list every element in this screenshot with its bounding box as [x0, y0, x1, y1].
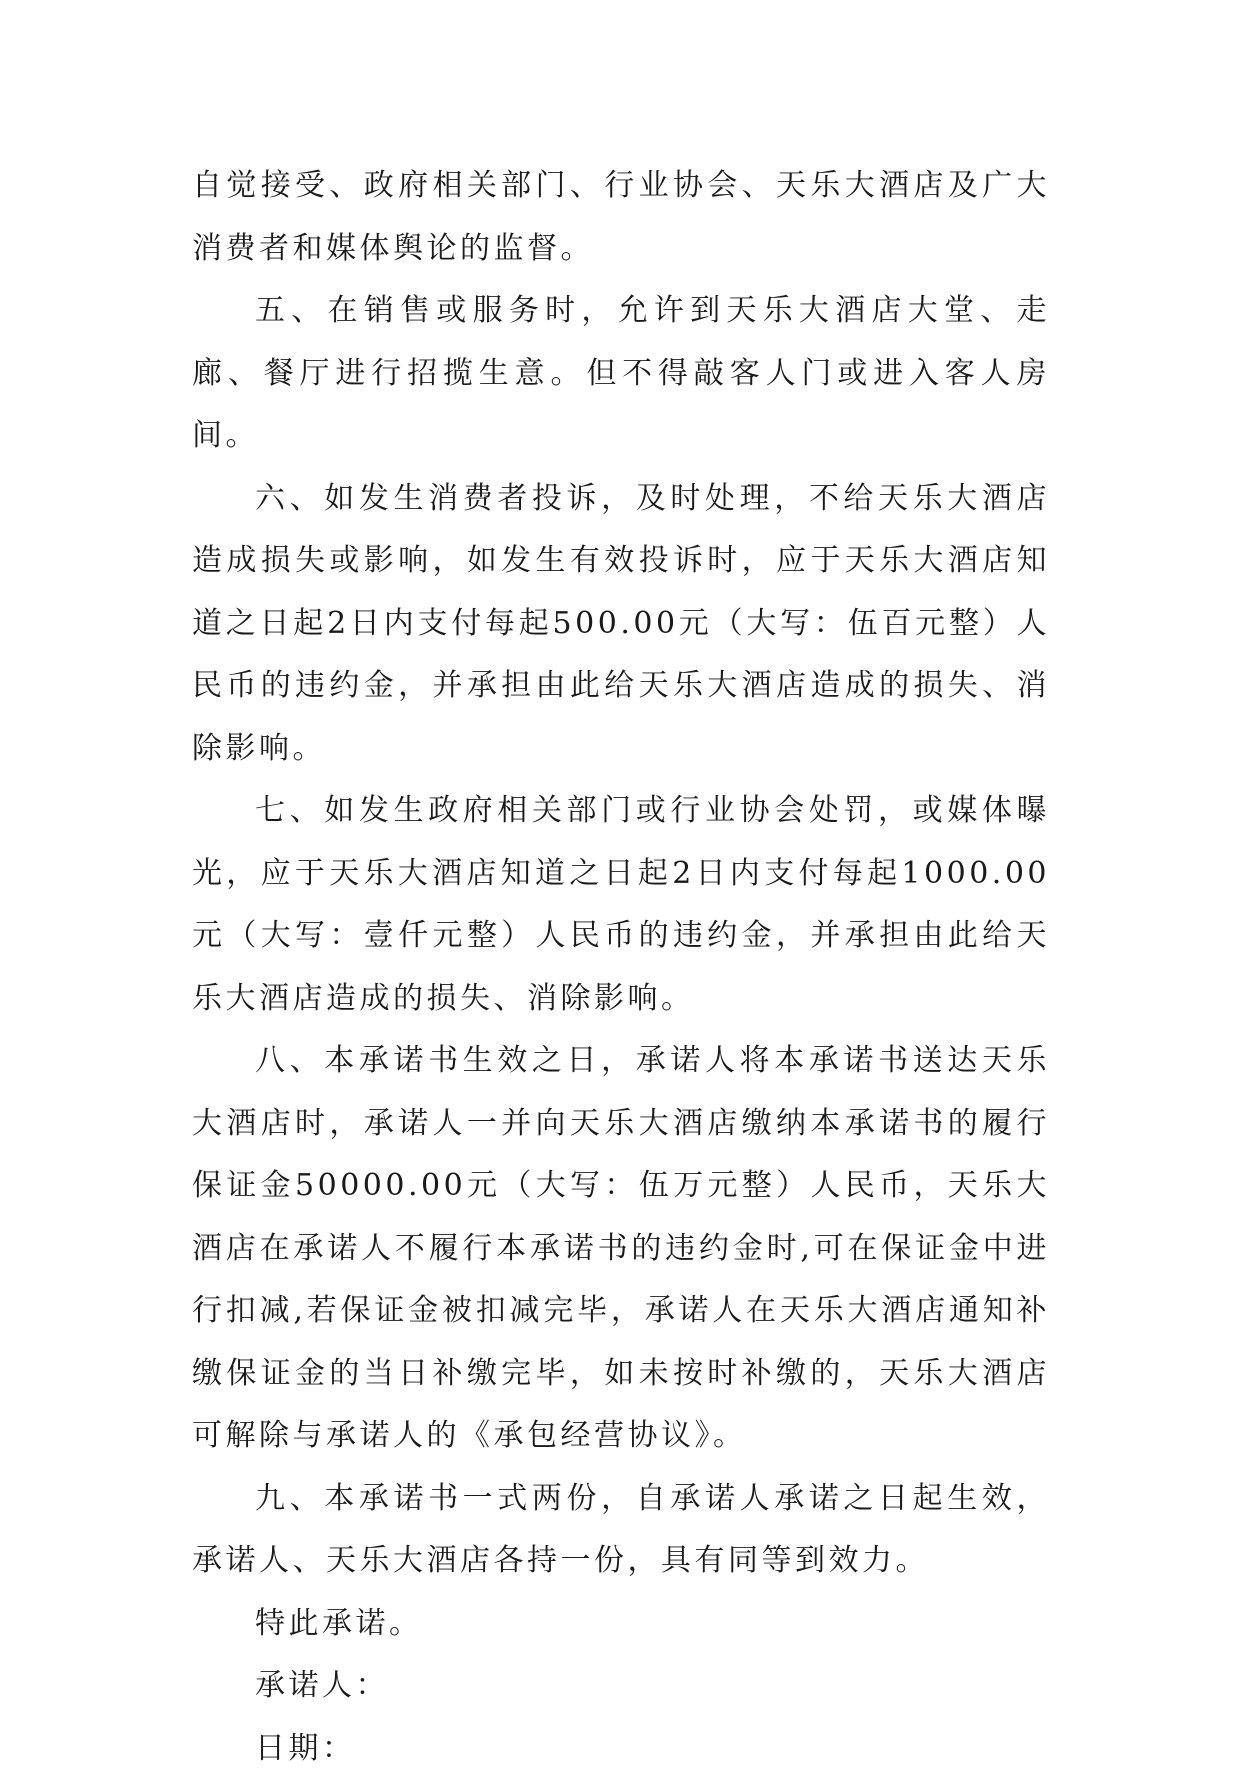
paragraph-clause-7: 七、如发生政府相关部门或行业协会处罚，或媒体曝光，应于天乐大酒店知道之日起2日内支付每起1000.00元（大写：壹仟元整）人民币的违约金，并承担由此给天乐大酒店造成的损失、消除影响。 [192, 780, 1050, 1030]
paragraph-clause-5: 五、在销售或服务时，允许到天乐大酒店大堂、走廊、餐厅进行招揽生意。但不得敲客人门或进入客人房间。 [192, 280, 1050, 468]
closing-statement: 特此承诺。 [192, 1593, 1050, 1656]
paragraph-continuation: 自觉接受、政府相关部门、行业协会、天乐大酒店及广大消费者和媒体舆论的监督。 [192, 155, 1050, 280]
paragraph-clause-8: 八、本承诺书生效之日，承诺人将本承诺书送达天乐大酒店时，承诺人一并向天乐大酒店缴纳本承诺书的履行保证金50000.00元（大写：伍万元整）人民币，天乐大酒店在承诺人不履行本承诺书的违约金时,可在保证金中进行扣减,若保证金被扣减完毕，承诺人在天乐大酒店通知补缴保证金的当日补缴完毕，如未按时补缴的，天乐大酒店可解除与承诺人的《承包经营协议》。 [192, 1030, 1050, 1468]
paragraph-clause-6: 六、如发生消费者投诉，及时处理，不给天乐大酒店造成损失或影响，如发生有效投诉时，应于天乐大酒店知道之日起2日内支付每起500.00元（大写：伍百元整）人民币的违约金，并承担由此给天乐大酒店造成的损失、消除影响。 [192, 468, 1050, 781]
document-body [192, 155, 1050, 1780]
signatory-label: 承诺人： [192, 1655, 1050, 1718]
paragraph-clause-9: 九、本承诺书一式两份，自承诺人承诺之日起生效，承诺人、天乐大酒店各持一份，具有同等到效力。 [192, 1468, 1050, 1593]
date-label: 日期： [192, 1718, 1050, 1780]
